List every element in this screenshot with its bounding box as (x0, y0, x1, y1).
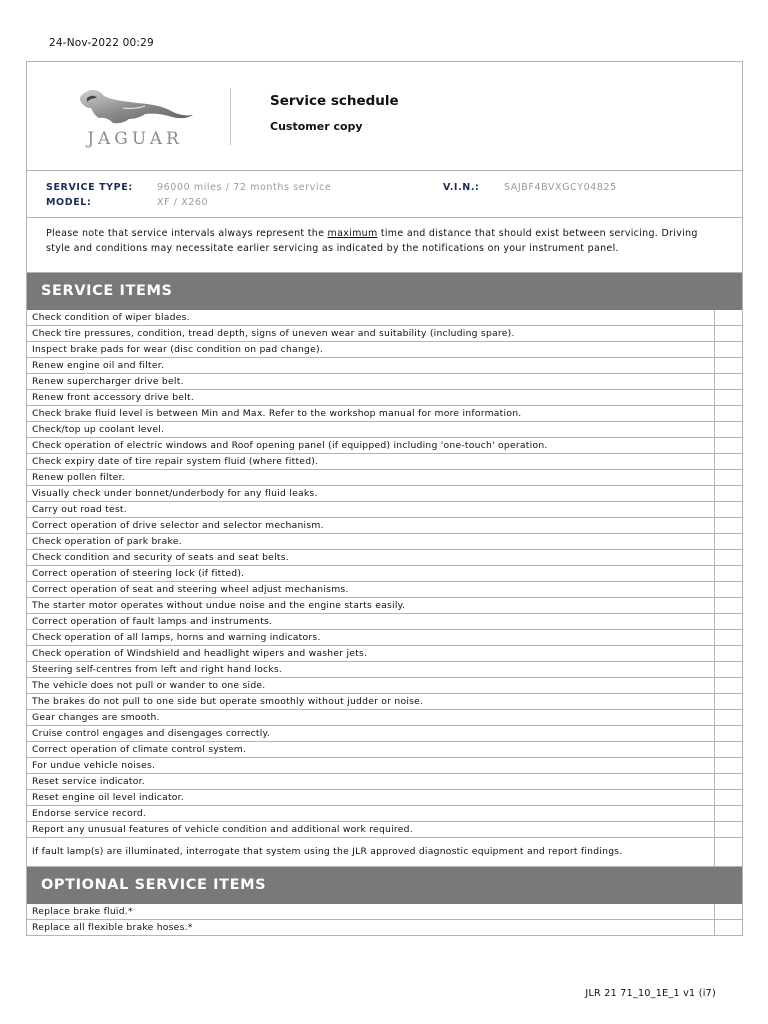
checkbox-cell[interactable] (715, 822, 743, 838)
checkbox-cell[interactable] (715, 742, 743, 758)
checkbox-cell[interactable] (715, 422, 743, 438)
item-text: Check operation of park brake. (27, 534, 715, 550)
table-row (27, 422, 742, 438)
jaguar-logo (65, 86, 205, 150)
table-row (27, 758, 742, 774)
checkbox-cell[interactable] (715, 470, 743, 486)
table-row (27, 904, 742, 920)
checkbox-cell[interactable] (715, 582, 743, 598)
table-row (27, 518, 742, 534)
checkbox-cell[interactable] (715, 326, 743, 342)
checkbox-cell[interactable] (715, 406, 743, 422)
checkbox-cell[interactable] (715, 710, 743, 726)
checkbox-cell[interactable] (715, 534, 743, 550)
checkbox-cell[interactable] (715, 390, 743, 406)
table-row (27, 614, 742, 630)
item-text: Check expiry date of tire repair system fluid (where fitted). (27, 454, 715, 470)
table-row (27, 646, 742, 662)
item-text: Reset engine oil level indicator. (27, 790, 715, 806)
checkbox-cell[interactable] (715, 774, 743, 790)
item-text: Inspect brake pads for wear (disc condition on pad change). (27, 342, 715, 358)
model-label: MODEL: (46, 197, 92, 208)
service-items-header: SERVICE ITEMS (27, 273, 742, 310)
table-row (27, 742, 742, 758)
table-row (27, 438, 742, 454)
table-row (27, 310, 742, 326)
table-row (27, 502, 742, 518)
table-row (27, 582, 742, 598)
item-text: Correct operation of seat and steering wheel adjust mechanisms. (27, 582, 715, 598)
checkbox-cell[interactable] (715, 790, 743, 806)
checkbox-cell[interactable] (715, 694, 743, 710)
checkbox-cell[interactable] (715, 838, 743, 867)
checkbox-cell[interactable] (715, 904, 743, 920)
table-row (27, 566, 742, 582)
checkbox-cell[interactable] (715, 518, 743, 534)
item-text: Endorse service record. (27, 806, 715, 822)
table-row (27, 920, 742, 936)
item-text: Check/top up coolant level. (27, 422, 715, 438)
checkbox-cell[interactable] (715, 374, 743, 390)
item-text: Visually check under bonnet/underbody for any fluid leaks. (27, 486, 715, 502)
table-row (27, 534, 742, 550)
checkbox-cell[interactable] (715, 630, 743, 646)
note-text-before: Please note that service intervals always represent the (46, 228, 328, 239)
checkbox-cell[interactable] (715, 486, 743, 502)
table-row (27, 678, 742, 694)
item-text: Check operation of all lamps, horns and warning indicators. (27, 630, 715, 646)
table-row (27, 470, 742, 486)
item-text: Gear changes are smooth. (27, 710, 715, 726)
item-text: Steering self-centres from left and right hand locks. (27, 662, 715, 678)
table-row (27, 550, 742, 566)
item-text: Renew front accessory drive belt. (27, 390, 715, 406)
item-text: If fault lamp(s) are illuminated, interrogate that system using the JLR approved diagnostic equipment and report findings. (27, 838, 715, 867)
checkbox-cell[interactable] (715, 438, 743, 454)
item-text: Correct operation of fault lamps and instruments. (27, 614, 715, 630)
document-header (27, 62, 742, 171)
item-text: Check condition of wiper blades. (27, 310, 715, 326)
checkbox-cell[interactable] (715, 806, 743, 822)
table-row (27, 326, 742, 342)
table-row (27, 710, 742, 726)
item-text: Renew supercharger drive belt. (27, 374, 715, 390)
checkbox-cell[interactable] (715, 310, 743, 326)
checkbox-cell[interactable] (715, 454, 743, 470)
service-items-table (27, 310, 742, 867)
item-text: Check condition and security of seats and seat belts. (27, 550, 715, 566)
table-row (27, 342, 742, 358)
table-row (27, 374, 742, 390)
vin-label: V.I.N.: (443, 182, 480, 193)
note-emphasis: maximum (327, 228, 378, 239)
item-text: Reset service indicator. (27, 774, 715, 790)
document-subtitle: Customer copy (270, 120, 363, 133)
table-row (27, 406, 742, 422)
table-row (27, 694, 742, 710)
item-text: Correct operation of steering lock (if fitted). (27, 566, 715, 582)
item-text: Replace all flexible brake hoses.* (27, 920, 715, 936)
checkbox-cell[interactable] (715, 502, 743, 518)
checkbox-cell[interactable] (715, 646, 743, 662)
item-text: Replace brake fluid.* (27, 904, 715, 920)
item-text: The starter motor operates without undue noise and the engine starts easily. (27, 598, 715, 614)
optional-service-items-header: OPTIONAL SERVICE ITEMS (27, 867, 742, 904)
item-text: Check brake fluid level is between Min and Max. Refer to the workshop manual for more information. (27, 406, 715, 422)
item-text: For undue vehicle noises. (27, 758, 715, 774)
item-text: Renew engine oil and filter. (27, 358, 715, 374)
item-text: Report any unusual features of vehicle condition and additional work required. (27, 822, 715, 838)
item-text: Check operation of Windshield and headlight wipers and washer jets. (27, 646, 715, 662)
service-type-value: 96000 miles / 72 months service (157, 182, 332, 193)
checkbox-cell[interactable] (715, 662, 743, 678)
item-text: The brakes do not pull to one side but operate smoothly without judder or noise. (27, 694, 715, 710)
checkbox-cell[interactable] (715, 550, 743, 566)
service-schedule-document (26, 61, 743, 936)
table-row (27, 390, 742, 406)
checkbox-cell[interactable] (715, 614, 743, 630)
service-type-label: SERVICE TYPE: (46, 182, 133, 193)
item-text: Correct operation of climate control system. (27, 742, 715, 758)
table-row (27, 838, 742, 867)
timestamp: 24-Nov-2022 00:29 (49, 37, 154, 49)
table-row (27, 598, 742, 614)
service-interval-note (27, 218, 742, 273)
item-text: Renew pollen filter. (27, 470, 715, 486)
item-text: Carry out road test. (27, 502, 715, 518)
vehicle-info (27, 171, 742, 218)
table-row (27, 358, 742, 374)
checkbox-cell[interactable] (715, 726, 743, 742)
model-value: XF / X260 (157, 197, 209, 208)
checkbox-cell[interactable] (715, 758, 743, 774)
table-row (27, 630, 742, 646)
table-row (27, 454, 742, 470)
table-row (27, 726, 742, 742)
note-text-after: time and distance that should exist between servicing. Driving style and conditions may necessitate earlier servicing as indicated by the notifications on your instrument panel. (46, 228, 698, 254)
checkbox-cell[interactable] (715, 920, 743, 936)
item-text: Cruise control engages and disengages correctly. (27, 726, 715, 742)
item-text: Check tire pressures, condition, tread depth, signs of uneven wear and suitability (including spare). (27, 326, 715, 342)
brand-wordmark: JAGUAR (87, 129, 183, 149)
logo-divider (230, 88, 231, 145)
optional-items-table (27, 904, 742, 936)
checkbox-cell[interactable] (715, 342, 743, 358)
document-title: Service schedule (270, 93, 399, 109)
table-row (27, 822, 742, 838)
item-text: Check operation of electric windows and Roof opening panel (if equipped) including 'one-touch' operation. (27, 438, 715, 454)
table-row (27, 806, 742, 822)
checkbox-cell[interactable] (715, 566, 743, 582)
document-code: JLR 21 71_10_1E_1 v1 (i7) (585, 988, 716, 999)
item-text: The vehicle does not pull or wander to one side. (27, 678, 715, 694)
vin-value: SAJBF4BVXGCY04825 (504, 182, 617, 193)
checkbox-cell[interactable] (715, 678, 743, 694)
table-row (27, 774, 742, 790)
table-row (27, 662, 742, 678)
item-text: Correct operation of drive selector and selector mechanism. (27, 518, 715, 534)
table-row (27, 790, 742, 806)
checkbox-cell[interactable] (715, 598, 743, 614)
table-row (27, 486, 742, 502)
checkbox-cell[interactable] (715, 358, 743, 374)
